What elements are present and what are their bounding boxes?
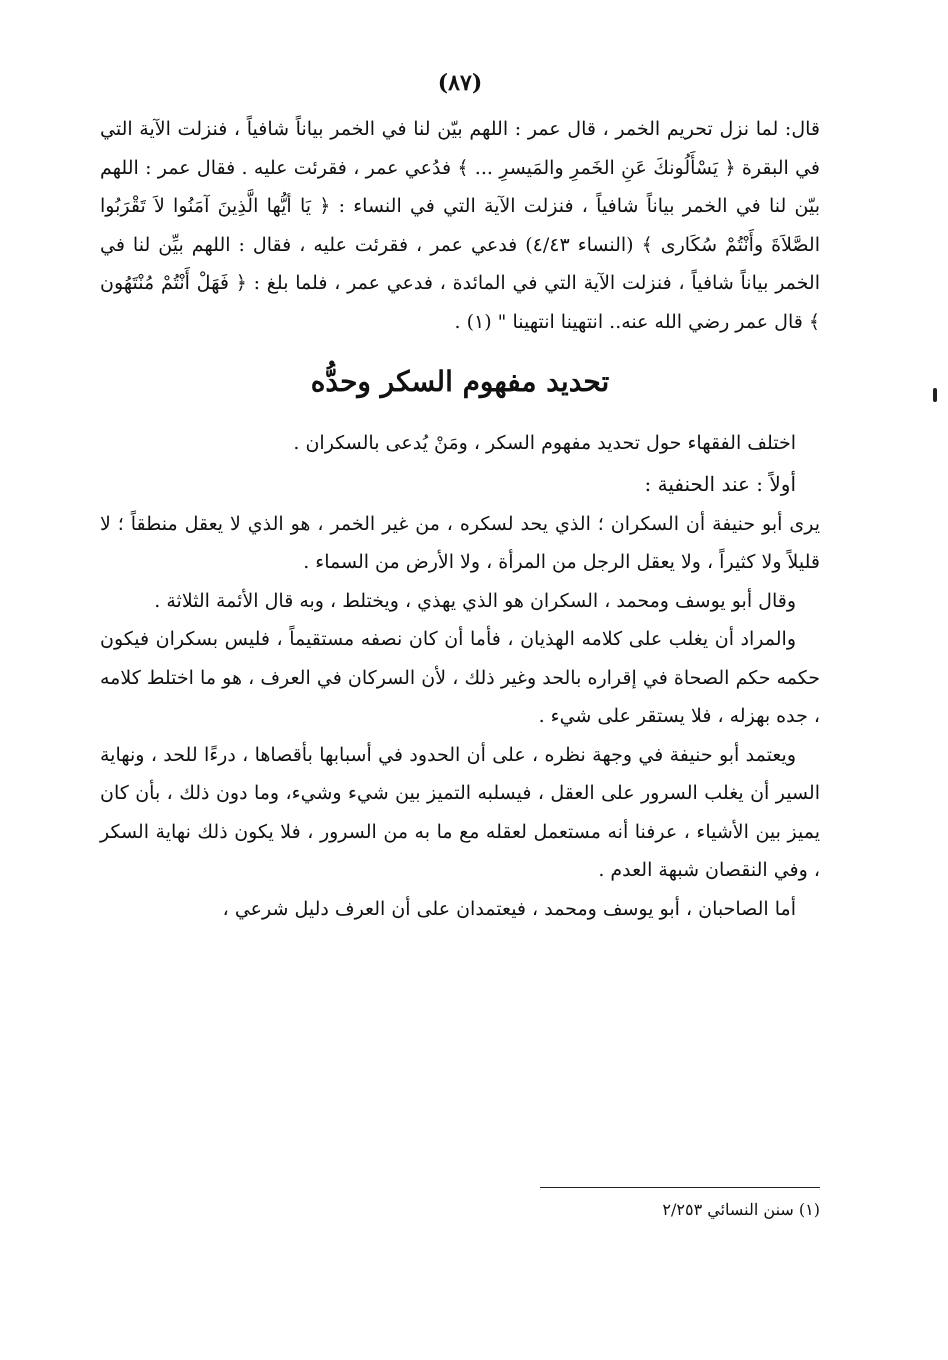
scan-edge-mark bbox=[933, 388, 937, 402]
paragraph-sahiban: أما الصاحبان ، أبو يوسف ومحمد ، فيعتمدان على أن العرف دليل شرعي ، bbox=[222, 897, 796, 920]
paragraph-reliance: ويعتمد أبو حنيفة في وجهة نظره ، على أن الحدود في أسبابها بأقصاها ، درءًا للحد ، ونهاية السير أن يغلب السرور على العقل ، فيسلبه التميز بين شيء وشيء، وما دون ذلك ، بأن كان يميز بين الأشياء ، عرفنا أنه مستعمل لعقله مع ما به من السرور ، فلا يكون ذلك نهاية السكر ، وفي النقصان شبهة العدم . bbox=[100, 743, 820, 881]
paragraph-abu-yusuf: وقال أبو يوسف ومحمد ، السكران هو الذي يهذي ، ويختلط ، وبه قال الأئمة الثلاثة . bbox=[154, 589, 796, 612]
page-body bbox=[100, 70, 820, 928]
footnote: (١) سنن النسائي ٢/٢٥٣ bbox=[662, 1200, 820, 1219]
paragraph-abu-hanifa: يرى أبو حنيفة أن السكران ؛ الذي يحد لسكره ، من غير الخمر ، هو الذي لا يعقل منطقاً ؛ لا قليلاً ولا كثيراً ، ولا يعقل الرجل من المرأة ، ولا الأرض من السماء . bbox=[100, 512, 820, 573]
page-number: (٨٧) bbox=[437, 70, 483, 96]
paragraph-meaning: والمراد أن يغلب على كلامه الهذيان ، فأما أن كان نصفه مستقيماً ، فليس بسكران فيكون حكمه حكم الصحاة في إقراره بالحد وغير ذلك ، لأن السركان في العرف ، هو ما اختلط كلامه ، جده بهزله ، فلا يستقر على شيء . bbox=[100, 628, 820, 727]
intro-paragraph: اختلف الفقهاء حول تحديد مفهوم السكر ، ومَنْ يُدعى بالسكران . bbox=[293, 432, 796, 454]
subheading-hanafi: أولاً : عند الحنفية : bbox=[644, 471, 796, 496]
section-title: تحديد مفهوم السكر وحدُّه bbox=[310, 365, 610, 398]
footnote-separator bbox=[540, 1187, 820, 1188]
paragraph-hadith: قال: لما نزل تحريم الخمر ، قال عمر : اللهم بيّن لنا في الخمر بياناً شافياً ، فنزلت الآية التي في البقرة ﴿ يَسْأَلُونكَ عَنِ الخَمرِ والمَيسرِ ... ﴾ فدُعي عمر ، فقرئت عليه . فقال عمر : اللهم بيّن لنا في الخمر بياناً شافياً ، فنزلت الآية التي في النساء : ﴿ يَا أيُّها الَّذِينَ آمَنُوا لاَ تَقْرَبُوا الصَّلاَةَ وأَنْتُمْ سُكَارى ﴾ (النساء ٤/٤٣) فدعي عمر ، فقرئت عليه ، فقال : اللهم بيِّن لنا في الخمر بياناً شافياً ، فنزلت الآية التي في المائدة ، فدعي عمر ، فلما بلغ : ﴿ فَهَلْ أَنْتُمْ مُنْتَهُون ﴾ قال عمر رضي الله عنه.. انتهينا انتهينا " (١) . bbox=[100, 118, 820, 333]
